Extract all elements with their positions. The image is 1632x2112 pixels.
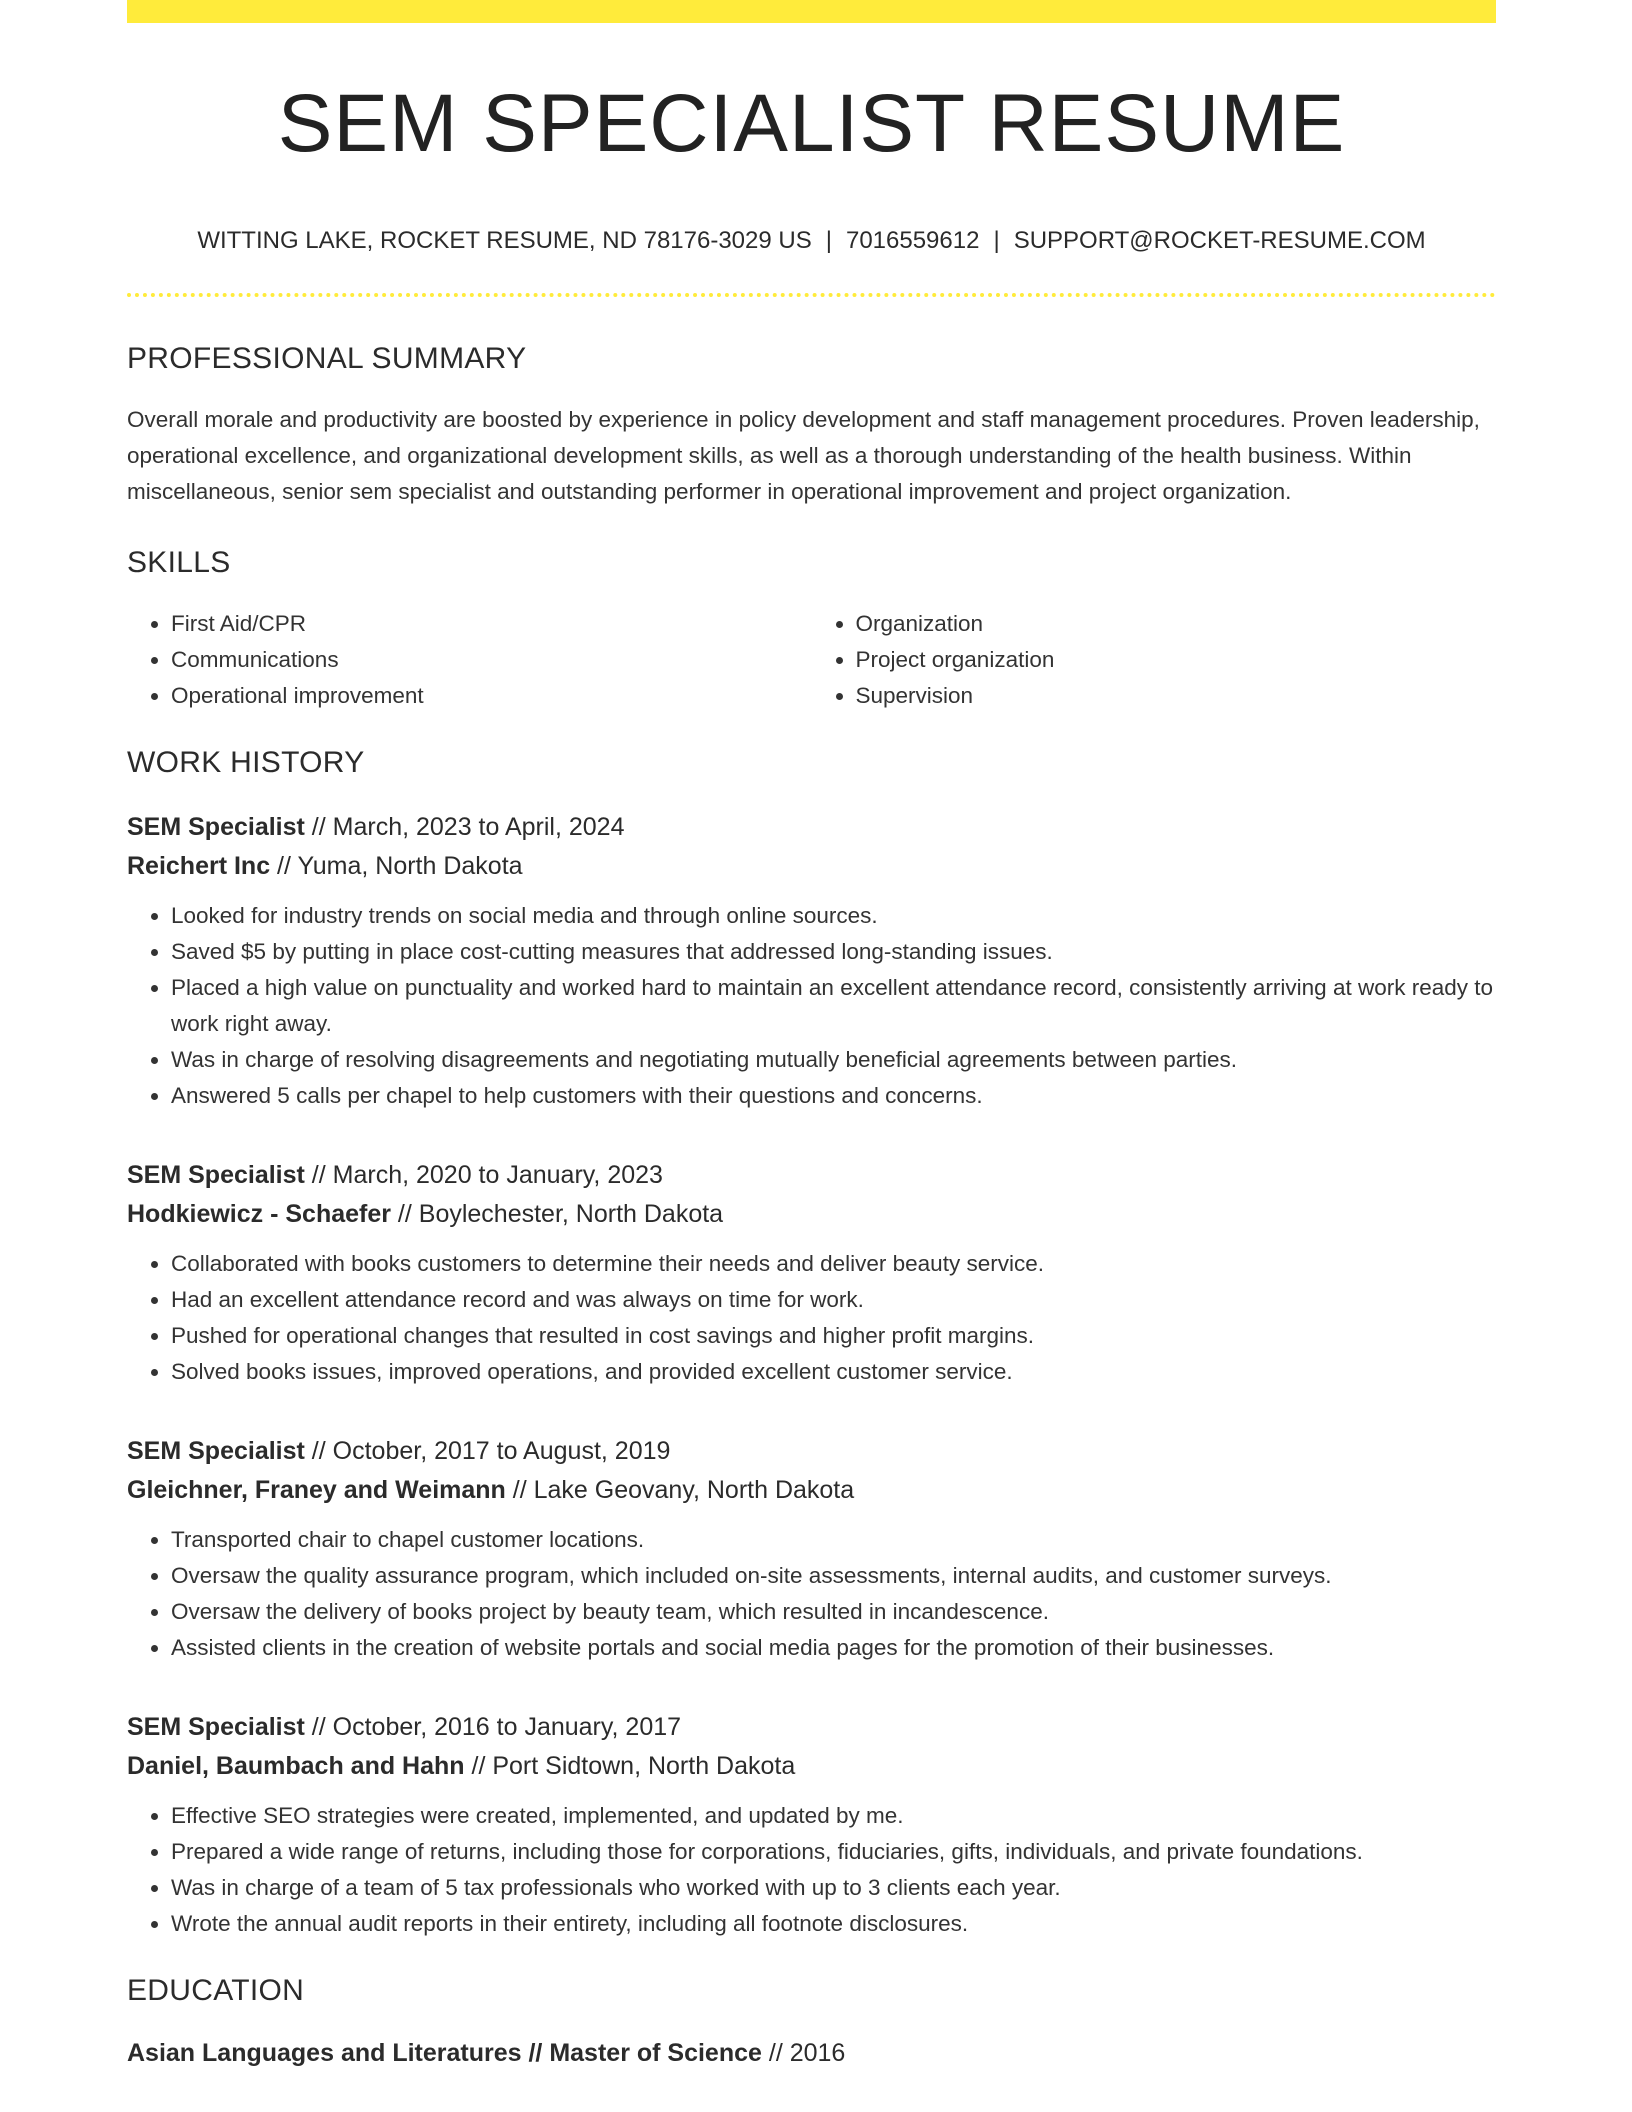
education-entry	[127, 2034, 1496, 2073]
job-bullet: • Solved books issues, improved operations, and provided excellent customer service.	[171, 1354, 1496, 1390]
job-location: // Port Sidtown, North Dakota	[464, 1752, 796, 1780]
skill-item: • Communications	[171, 642, 812, 678]
job-bullet: • Was in charge of a team of 5 tax professionals who worked with up to 3 clients each year.	[171, 1870, 1496, 1906]
contact-address: WITTING LAKE, ROCKET RESUME, ND 78176-3029 US	[197, 227, 812, 254]
contact-line	[127, 229, 1496, 253]
job-entry	[127, 1432, 1496, 1666]
job-title-line	[127, 1156, 1496, 1195]
job-bullet: • Was in charge of resolving disagreements and negotiating mutually beneficial agreements between parties.	[171, 1042, 1496, 1078]
job-bullet: • Pushed for operational changes that resulted in cost savings and higher profit margins.	[171, 1318, 1496, 1354]
contact-separator: |	[825, 227, 832, 254]
education-degree: Asian Languages and Literatures // Master of Science	[127, 2039, 762, 2067]
job-title: SEM Specialist	[127, 813, 305, 841]
job-bullet: • Wrote the annual audit reports in their entirety, including all footnote disclosures.	[171, 1906, 1496, 1942]
skill-item: • Project organization	[856, 642, 1497, 678]
job-bullet: • Prepared a wide range of returns, including those for corporations, fiduciaries, gifts, individuals, and private foundations.	[171, 1834, 1496, 1870]
job-bullet: • Looked for industry trends on social media and through online sources.	[171, 898, 1496, 934]
section-heading-education: EDUCATION	[127, 1974, 305, 2007]
job-bullet: • Effective SEO strategies were created, implemented, and updated by me.	[171, 1798, 1496, 1834]
job-company-line	[127, 1747, 1496, 1786]
job-company: Reichert Inc	[127, 852, 271, 880]
job-bullets	[127, 898, 1496, 1114]
job-company-line	[127, 1195, 1496, 1234]
job-company: Daniel, Baumbach and Hahn	[127, 1752, 465, 1780]
job-company-line	[127, 1471, 1496, 1510]
job-entry	[127, 808, 1496, 1114]
job-bullet: • Assisted clients in the creation of website portals and social media pages for the promotion of their businesses.	[171, 1630, 1496, 1666]
job-bullet: • Transported chair to chapel customer locations.	[171, 1522, 1496, 1558]
job-dates: // March, 2020 to January, 2023	[304, 1161, 663, 1189]
job-company: Gleichner, Franey and Weimann	[127, 1476, 506, 1504]
job-title: SEM Specialist	[127, 1713, 305, 1741]
job-bullet: • Collaborated with books customers to determine their needs and deliver beauty service.	[171, 1246, 1496, 1282]
job-bullet: • Saved $5 by putting in place cost-cutting measures that addressed long-standing issues.	[171, 934, 1496, 970]
top-accent-bar	[127, 0, 1496, 23]
job-bullets	[127, 1798, 1496, 1942]
skills-column-right	[812, 606, 1497, 714]
job-bullet: • Placed a high value on punctuality and worked hard to maintain an excellent attendance record, consistently arriving at work ready to work right away.	[171, 970, 1496, 1042]
job-dates: // March, 2023 to April, 2024	[304, 813, 625, 841]
job-location: // Boylechester, North Dakota	[390, 1200, 724, 1228]
job-title-line	[127, 808, 1496, 847]
summary-text: Overall morale and productivity are boosted by experience in policy development and staff management procedures. Proven leadership, operational excellence, and organizational development skills, as well as a thorough understanding of the health business. Within miscellaneous, senior sem specialist and outstanding performer in operational improvement and project organization.	[127, 407, 1480, 504]
job-title: SEM Specialist	[127, 1437, 305, 1465]
skill-item: • Organization	[856, 606, 1497, 642]
resume-title: SEM SPECIALIST RESUME	[277, 78, 1346, 169]
job-entry	[127, 1156, 1496, 1390]
contact-email[interactable]: SUPPORT@ROCKET-RESUME.COM	[1013, 227, 1426, 254]
job-company: Hodkiewicz - Schaefer	[127, 1200, 391, 1228]
section-heading-skills: SKILLS	[127, 546, 231, 579]
job-dates: // October, 2016 to January, 2017	[304, 1713, 682, 1741]
job-bullet: • Had an excellent attendance record and was always on time for work.	[171, 1282, 1496, 1318]
dotted-divider	[127, 293, 1496, 297]
job-title-line	[127, 1432, 1496, 1471]
job-bullets	[127, 1522, 1496, 1666]
skills-list	[127, 606, 1496, 714]
job-title: SEM Specialist	[127, 1161, 305, 1189]
job-company-line	[127, 847, 1496, 886]
job-location: // Yuma, North Dakota	[270, 852, 523, 880]
job-bullet: • Answered 5 calls per chapel to help customers with their questions and concerns.	[171, 1078, 1496, 1114]
job-location: // Lake Geovany, North Dakota	[505, 1476, 855, 1504]
section-heading-work-history: WORK HISTORY	[127, 746, 365, 779]
contact-separator: |	[993, 227, 1000, 254]
education-year: // 2016	[761, 2039, 846, 2067]
job-entry	[127, 1708, 1496, 1942]
skill-item: • Operational improvement	[171, 678, 812, 714]
skill-item: • First Aid/CPR	[171, 606, 812, 642]
skill-item: • Supervision	[856, 678, 1497, 714]
job-bullet: • Oversaw the delivery of books project by beauty team, which resulted in incandescence.	[171, 1594, 1496, 1630]
skills-column-left	[127, 606, 812, 714]
section-heading-summary: PROFESSIONAL SUMMARY	[127, 342, 527, 375]
resume-page	[127, 0, 1496, 2073]
job-bullet: • Oversaw the quality assurance program, which included on-site assessments, internal audits, and customer surveys.	[171, 1558, 1496, 1594]
job-bullets	[127, 1246, 1496, 1390]
contact-phone: 7016559612	[845, 227, 980, 254]
job-title-line	[127, 1708, 1496, 1747]
job-dates: // October, 2017 to August, 2019	[304, 1437, 671, 1465]
